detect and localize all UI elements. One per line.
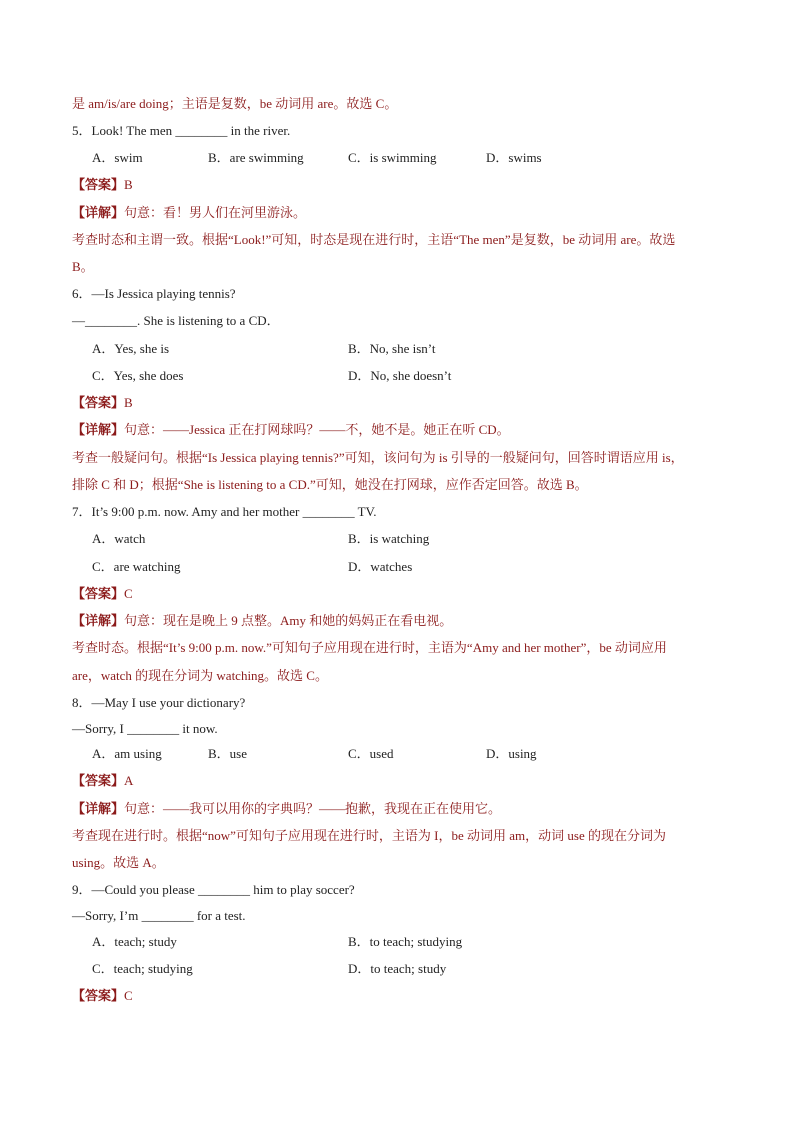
question-8-explain-1: 考查现在进行时。根据“now”可知句子应用现在进行时，主语为 I，be 动词用 am，动词 use 的现在分词为 [72,828,666,843]
question-8-answer [72,772,133,790]
detail-text: 句意：看！男人们在河里游泳。 [124,205,307,220]
question-9-option-a: A．teach; study [92,934,177,949]
question-5-option-b: B．are swimming [208,150,304,165]
detail-label: 【详解】 [72,205,125,220]
question-5-option-c: C．is swimming [348,150,437,165]
question-6-option-b: B．No, she isn’t [348,341,436,356]
answer-value: A [124,773,134,788]
question-7-option-d: D．watches [348,559,413,574]
question-7-explain-1: 考查时态。根据“It’s 9:00 p.m. now.”可知句子应用现在进行时，主语为“Amy and her mother”，be 动词应用 [72,640,667,655]
detail-label: 【详解】 [72,613,125,628]
question-5-stem: 5．Look! The men ________ in the river. [72,123,291,138]
question-8-explain-2: using。故选 A。 [72,855,165,870]
question-8-option-c: C．used [348,746,394,761]
question-6-option-d: D．No, she doesn’t [348,368,452,383]
question-8-option-b: B．use [208,746,248,761]
detail-text: 句意：现在是晚上 9 点整。Amy 和她的妈妈正在看电视。 [124,613,453,628]
question-7-option-c: C．are watching [92,559,181,574]
answer-value: B [124,395,133,410]
question-8-detail [72,800,501,818]
question-7-explain-2: are，watch 的现在分词为 watching。故选 C。 [72,668,328,683]
answer-value: C [124,586,133,601]
question-5-option-d: D．swims [486,150,542,165]
question-5-answer [72,176,133,194]
answer-label: 【答案】 [72,773,125,788]
question-5-option-a: A．swim [92,150,143,165]
question-9-stem-2: —Sorry, I’m ________ for a test. [72,908,246,923]
question-6-stem-2: —________. She is listening to a CD． [72,313,280,328]
question-9-option-b: B．to teach; studying [348,934,463,949]
question-6-detail [72,421,510,439]
detail-text: 句意：——Jessica 正在打网球吗？——不，她不是。她正在听 CD。 [124,422,510,437]
question-8-stem-1: 8．—May I use your dictionary? [72,695,246,710]
question-5-explain-2: B。 [72,259,94,274]
question-7-detail [72,612,452,630]
question-9-option-c: C．teach; studying [92,961,193,976]
question-6-option-c: C．Yes, she does [92,368,184,383]
question-9-answer [72,987,133,1005]
question-5-explain-1: 考查时态和主谓一致。根据“Look!”可知，时态是现在进行时，主语“The men”是复数，be 动词用 are。故选 [72,232,676,247]
answer-value: B [124,177,133,192]
intro-line: 是 am/is/are doing；主语是复数，be 动词用 are。故选 C。 [72,96,398,111]
detail-label: 【详解】 [72,801,125,816]
question-6-explain-1: 考查一般疑问句。根据“Is Jessica playing tennis?”可知，该问句为 is 引导的一般疑问句，回答时谓语应用 is， [72,450,684,465]
answer-label: 【答案】 [72,395,125,410]
question-7-option-b: B．is watching [348,531,430,546]
question-6-explain-2: 排除 C 和 D；根据“She is listening to a CD.”可知，她没在打网球，应作否定回答。故选 B。 [72,477,588,492]
question-6-option-a: A．Yes, she is [92,341,170,356]
question-8-option-d: D．using [486,746,537,761]
question-8-stem-2: —Sorry, I ________ it now. [72,721,218,736]
detail-label: 【详解】 [72,422,125,437]
answer-label: 【答案】 [72,177,125,192]
question-9-stem-1: 9．—Could you please ________ him to play soccer? [72,882,355,897]
question-7-stem: 7．It’s 9:00 p.m. now. Amy and her mother ________ TV. [72,504,377,519]
question-6-answer [72,394,133,412]
question-7-option-a: A．watch [92,531,146,546]
answer-label: 【答案】 [72,988,125,1003]
question-9-option-d: D．to teach; study [348,961,447,976]
detail-text: 句意：——我可以用你的字典吗？——抱歉，我现在正在使用它。 [124,801,502,816]
question-8-option-a: A．am using [92,746,162,761]
answer-value: C [124,988,133,1003]
question-5-detail [72,204,306,222]
question-6-stem-1: 6．—Is Jessica playing tennis? [72,286,236,301]
question-7-answer [72,585,133,603]
answer-label: 【答案】 [72,586,125,601]
